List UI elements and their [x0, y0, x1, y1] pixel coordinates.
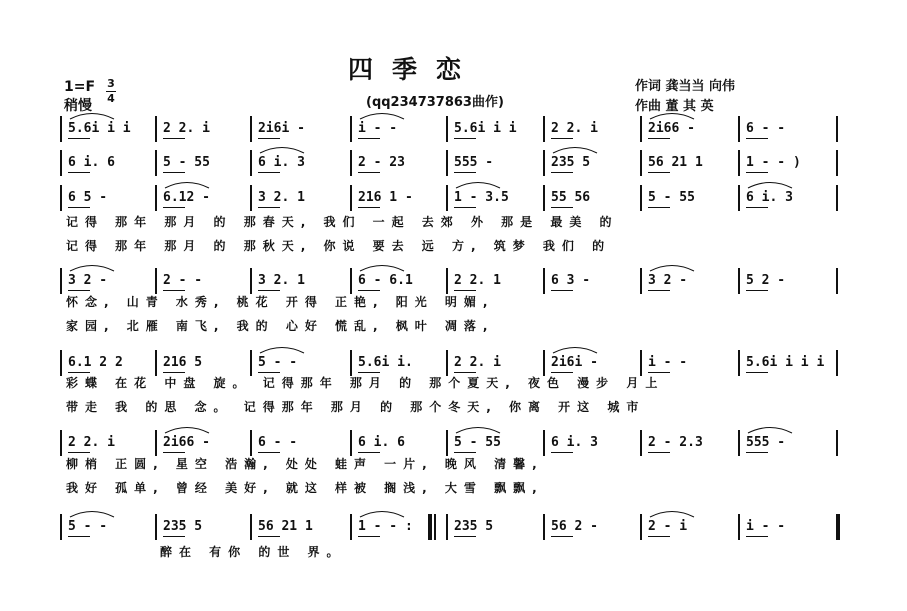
slur-arc	[360, 512, 404, 518]
slur-arc	[360, 114, 404, 120]
lyricist-credit: 作词 龚当当 向伟	[635, 79, 736, 94]
composer-credit: 作曲 董 其 英	[635, 99, 714, 114]
song-subtitle: (qq234737863曲作)	[366, 95, 504, 110]
lyric-line: 记得 那年 那月 的 那秋天, 你说 要去 远 方, 筑梦 我们 的	[66, 239, 612, 253]
measure-notes: 235 5	[163, 519, 203, 534]
measure-notes: 6 i. 6	[358, 435, 405, 450]
measure-notes: 5 2 -	[746, 273, 786, 288]
slur-arc	[70, 266, 114, 272]
measure-notes: 2 2. 1	[454, 273, 501, 288]
measure-notes: 6 5 -	[68, 190, 108, 205]
measure-notes: 2i66 -	[648, 121, 695, 136]
measure-notes: i - -	[746, 519, 786, 534]
measure-notes: 2i66 -	[163, 435, 210, 450]
measure-notes: 2 - i	[648, 519, 688, 534]
slur-arc	[260, 348, 304, 354]
measure-notes: 2 - -	[163, 273, 203, 288]
measure-notes: 6.1 2 2	[68, 355, 123, 370]
measure-notes: 6 - 6.1	[358, 273, 413, 288]
measure-notes: 6.12 -	[163, 190, 210, 205]
measure-notes: 5 - 55	[648, 190, 695, 205]
lyric-line: 彩蝶 在花 中盘 旋。 记得那年 那月 的 那个夏天, 夜色 漫步 月上	[66, 376, 665, 390]
slur-arc	[70, 512, 114, 518]
measure-notes: 1 - - )	[746, 155, 801, 170]
measure-notes: 2 - 2.3	[648, 435, 703, 450]
measure-notes: 55 56	[551, 190, 591, 205]
lyric-line: 记得 那年 那月 的 那春天, 我们 一起 去郊 外 那是 最美 的	[66, 215, 619, 229]
measure-notes: 2 2. i	[454, 355, 501, 370]
measure-notes: i - -	[648, 355, 688, 370]
time-signature-top: 3	[107, 77, 115, 90]
slur-arc	[650, 114, 694, 120]
measure-notes: 2i6i -	[551, 355, 598, 370]
slur-arc	[553, 348, 597, 354]
measure-notes: 235 5	[454, 519, 494, 534]
slur-arc	[650, 266, 694, 272]
measure-notes: 555 -	[454, 155, 494, 170]
measure-notes: 2 - 23	[358, 155, 405, 170]
slur-arc	[553, 148, 597, 154]
measure-notes: 3 2. 1	[258, 273, 305, 288]
measure-notes: 555 -	[746, 435, 786, 450]
measure-notes: 5 - -	[258, 355, 298, 370]
measure-notes: 6 i. 3	[258, 155, 305, 170]
slur-arc	[748, 428, 792, 434]
measure-notes: 216 1 -	[358, 190, 413, 205]
measure-notes: 235 5	[551, 155, 591, 170]
slur-arc	[650, 512, 694, 518]
measure-notes: 6 - -	[258, 435, 298, 450]
measure-notes: 5 - -	[68, 519, 108, 534]
measure-notes: 5.6i i i	[68, 121, 131, 136]
lyric-line: 我好 孤单, 曾经 美好, 就这 样被 搁浅, 大雪 飘飘,	[66, 481, 544, 495]
measure-notes: 2 2. i	[551, 121, 598, 136]
measure-notes: 2i6i -	[258, 121, 305, 136]
key-signature: 1=F	[64, 79, 96, 95]
lyric-line: 带走 我 的思 念。 记得那年 那月 的 那个冬天, 你离 开这 城市	[66, 400, 646, 414]
slur-arc	[165, 183, 209, 189]
measure-notes: 56 2 -	[551, 519, 598, 534]
time-signature-bottom: 4	[107, 92, 115, 105]
slur-arc	[260, 148, 304, 154]
measure-notes: 1 - 3.5	[454, 190, 509, 205]
measure-notes: i - -	[358, 121, 398, 136]
measure-notes: 56 21 1	[258, 519, 313, 534]
measure-notes: 3 2 -	[648, 273, 688, 288]
measure-notes: 1 - - :	[358, 519, 413, 534]
slur-arc	[456, 428, 500, 434]
slur-arc	[360, 266, 404, 272]
tempo-marking: 稍慢	[64, 98, 92, 114]
measure-notes: 3 2 -	[68, 273, 108, 288]
measure-notes: 6 i. 6	[68, 155, 115, 170]
measure-notes: 5.6i i i i	[746, 355, 825, 370]
measure-notes: 3 2. 1	[258, 190, 305, 205]
lyric-line: 醉在 有你 的世 界。	[160, 545, 346, 559]
measure-notes: 56 21 1	[648, 155, 703, 170]
measure-notes: 5.6i i i	[454, 121, 517, 136]
measure-notes: 6 - -	[746, 121, 786, 136]
measure-notes: 6 i. 3	[746, 190, 793, 205]
lyric-line: 家园, 北雁 南飞, 我的 心好 慌乱, 枫叶 凋落,	[66, 319, 495, 333]
measure-notes: 2 2. i	[68, 435, 115, 450]
measure-notes: 6 3 -	[551, 273, 591, 288]
lyric-line: 柳梢 正圆, 星空 浩瀚, 处处 蛙声 一片, 晚风 清馨,	[66, 457, 544, 471]
measure-notes: 5 - 55	[163, 155, 210, 170]
measure-notes: 5.6i i.	[358, 355, 413, 370]
slur-arc	[748, 183, 792, 189]
measure-notes: 216 5	[163, 355, 203, 370]
measure-notes: 6 i. 3	[551, 435, 598, 450]
slur-arc	[456, 183, 500, 189]
measure-notes: 5 - 55	[454, 435, 501, 450]
slur-arc	[165, 428, 209, 434]
measure-notes: 2 2. i	[163, 121, 210, 136]
slur-arc	[70, 114, 114, 120]
lyric-line: 怀念, 山青 水秀, 桃花 开得 正艳, 阳光 明媚,	[66, 295, 495, 309]
song-title: 四季恋	[348, 55, 481, 84]
